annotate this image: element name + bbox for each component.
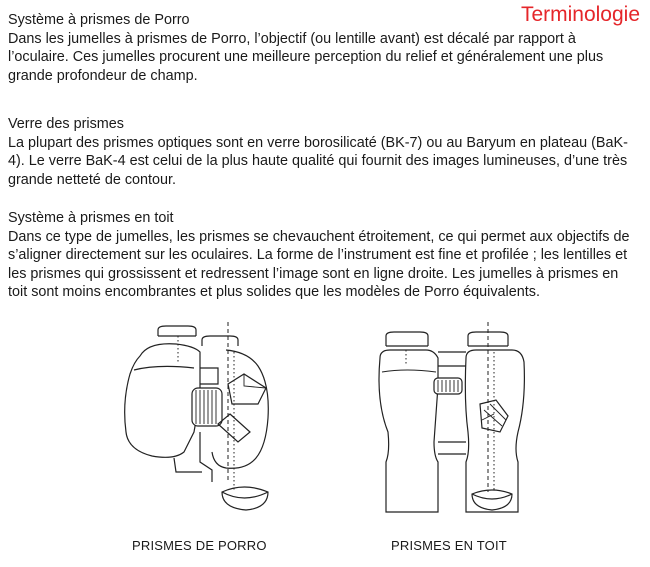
section-title: Verre des prismes <box>8 116 124 132</box>
section-porro <box>8 11 638 85</box>
section-prism-glass <box>8 115 638 189</box>
section-roof <box>8 209 638 302</box>
roof-caption: PRISMES EN TOIT <box>391 538 507 553</box>
roof-binoculars-illustration <box>372 322 532 522</box>
section-body: La plupart des prismes optiques sont en verre borosilicaté (BK-7) ou au Baryum en plateau (BaK-4). Le verre BaK-4 est celui de la plus haute qualité qui fournit des images lumineuses, d’une très grande netteté de contour. <box>8 134 628 188</box>
porro-binoculars-illustration <box>118 322 288 522</box>
section-body: Dans les jumelles à prismes de Porro, l’objectif (ou lentille avant) est décalé par rapport à l’oculaire. Ces jumelles procurent une meilleure perception du relief et généralement une plus grande profondeur de champ. <box>8 30 604 84</box>
brand-title: Terminologie <box>520 3 640 26</box>
porro-caption: PRISMES DE PORRO <box>132 538 267 553</box>
section-title: Système à prismes en toit <box>8 210 174 226</box>
section-body: Dans ce type de jumelles, les prismes se chevauchent étroitement, ce qui permet aux objectifs de s’aligner directement sur les oculaires. La forme de l’instrument est fine et profilée ; les lentilles et les prismes qui grossissent et redressent l’image sont en ligne droite. Les jumelles à prismes en toit sont moins encombrantes et plus solides que les modèles de Porro équivalents. <box>8 228 630 300</box>
section-title: Système à prismes de Porro <box>8 12 190 28</box>
